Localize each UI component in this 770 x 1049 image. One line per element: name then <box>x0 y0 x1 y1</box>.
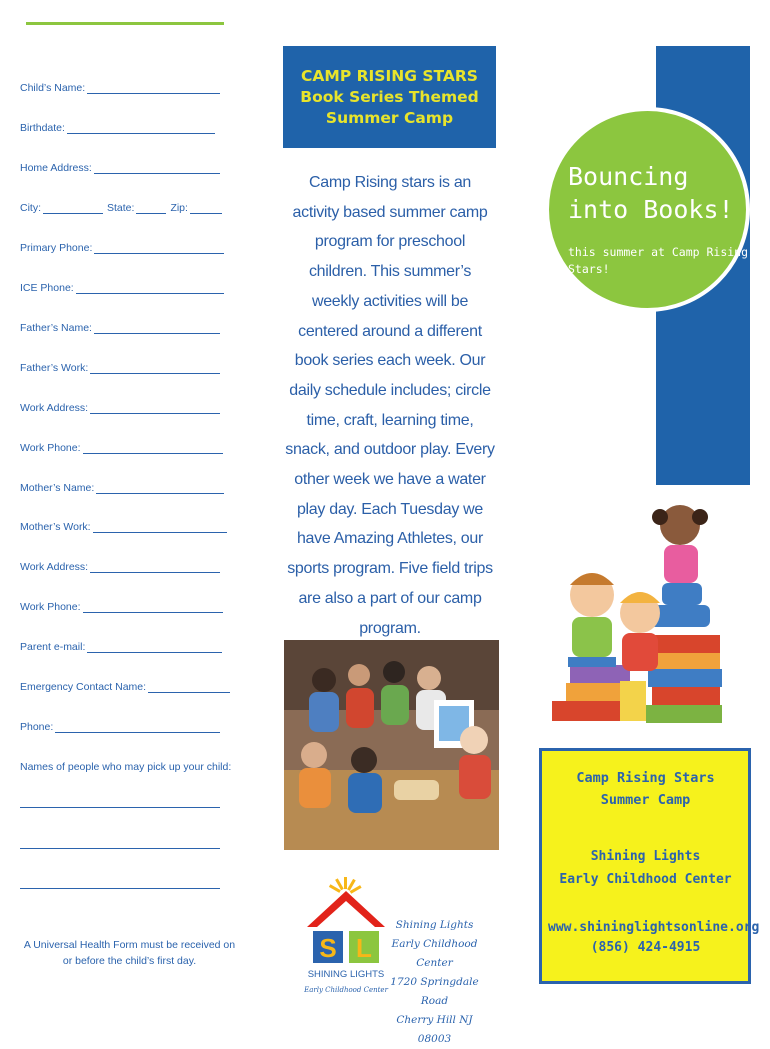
form-field-parent-email[interactable] <box>20 641 222 653</box>
field-label: Work Address: <box>20 561 89 573</box>
classroom-photo-illustration <box>284 640 499 850</box>
form-field-city-state-zip[interactable] <box>20 202 222 214</box>
field-line[interactable] <box>55 723 220 733</box>
pickup-line-1[interactable] <box>20 807 220 808</box>
bouncing-subtitle: this summer at Camp Rising Stars! <box>568 245 749 276</box>
form-field-work-phone[interactable] <box>20 442 223 454</box>
field-line[interactable] <box>148 683 230 693</box>
field-label: City: <box>20 202 41 214</box>
field-line[interactable] <box>94 244 224 254</box>
field-line[interactable] <box>76 284 224 294</box>
field-label: Work Phone: <box>20 442 81 454</box>
field-label: Names of people who may pick up your child: <box>20 761 232 773</box>
form-field-fathers-work[interactable] <box>20 362 220 374</box>
form-field-work-address[interactable] <box>20 402 220 414</box>
field-line[interactable] <box>90 404 220 414</box>
state-label: State: <box>107 202 135 214</box>
state-line[interactable] <box>136 204 166 214</box>
field-label: Mother’s Work: <box>20 521 91 533</box>
form-field-ice-phone[interactable] <box>20 282 224 294</box>
city-line[interactable] <box>43 204 103 214</box>
contact-details <box>548 918 760 958</box>
title-line-1: CAMP RISING STARS <box>301 66 478 85</box>
field-line[interactable] <box>96 484 224 494</box>
logo-tagline: Early Childhood Center <box>304 986 388 994</box>
children-circle-photo <box>284 640 499 850</box>
field-line[interactable] <box>83 603 223 613</box>
field-label: Home Address: <box>20 162 92 174</box>
logo-name: SHINING LIGHTS <box>307 969 385 980</box>
field-label: Father’s Work: <box>20 362 89 374</box>
field-line[interactable] <box>94 324 220 334</box>
form-field-emergency-contact[interactable] <box>20 681 230 693</box>
field-label: Phone: <box>20 721 54 733</box>
kids-clipart <box>550 485 750 725</box>
contact-box-center <box>548 845 743 891</box>
form-field-mothers-name[interactable] <box>20 482 224 494</box>
field-label: Child’s Name: <box>20 82 86 94</box>
field-line[interactable] <box>87 643 222 653</box>
top-green-rule <box>26 22 224 25</box>
field-line[interactable] <box>93 523 227 533</box>
address-line-2: Early Childhood Center <box>391 938 478 969</box>
form-field-pickup-names <box>20 761 231 773</box>
field-label: Parent e-mail: <box>20 641 86 653</box>
center-subname: Early Childhood Center <box>559 872 732 887</box>
field-label: Birthdate: <box>20 122 65 134</box>
pickup-line-2[interactable] <box>20 848 220 849</box>
contact-box-title: Camp Rising Stars Summer Camp <box>576 770 715 808</box>
field-line[interactable] <box>87 84 220 94</box>
pickup-line-3[interactable] <box>20 888 220 889</box>
form-field-work-phone-2[interactable] <box>20 601 223 613</box>
form-field-mothers-work[interactable] <box>20 521 227 533</box>
form-field-birthdate[interactable] <box>20 122 215 134</box>
field-line[interactable] <box>90 563 220 573</box>
form-field-home-address[interactable] <box>20 162 220 174</box>
health-form-note: A Universal Health Form must be received on or before the child’s first day. <box>23 939 236 967</box>
phone-number[interactable]: (856) 424-4915 <box>590 940 701 955</box>
center-name: Shining Lights <box>590 849 701 864</box>
title-line-3: Summer Camp <box>325 108 454 127</box>
website-link[interactable]: www.shininglightsonline.org <box>548 920 760 935</box>
camp-description: Camp Rising stars is an activity based summer camp program for preschool children. This summer’s weekly activities will be centered around a different book series each week. Our daily schedule includes; circle time, craft, learning time, snack, and outdoor play. Every other week we have a water play day. Each Tuesday we have Amazing Athletes, our sports program. Five field trips are also a part of our camp program. <box>285 174 495 637</box>
form-field-work-address-2[interactable] <box>20 561 220 573</box>
logo-letter-l: L <box>356 933 372 963</box>
zip-line[interactable] <box>190 204 222 214</box>
address-block <box>387 916 482 1049</box>
shining-lights-logo <box>305 875 387 997</box>
field-label: Mother’s Name: <box>20 482 95 494</box>
camp-title-box <box>283 46 496 148</box>
field-label: Work Address: <box>20 402 89 414</box>
form-field-primary-phone[interactable] <box>20 242 224 254</box>
bouncing-title: Bouncing into Books! <box>568 162 734 224</box>
form-field-childs-name[interactable] <box>20 82 220 94</box>
field-label: Work Phone: <box>20 601 81 613</box>
field-label: Emergency Contact Name: <box>20 681 147 693</box>
field-line[interactable] <box>67 124 215 134</box>
field-line[interactable] <box>90 364 220 374</box>
form-field-phone[interactable] <box>20 721 220 733</box>
title-line-2: Book Series Themed <box>300 87 479 106</box>
field-label: ICE Phone: <box>20 282 74 294</box>
field-line[interactable] <box>94 164 220 174</box>
field-line[interactable] <box>83 444 223 454</box>
field-label: Primary Phone: <box>20 242 93 254</box>
field-label: Father’s Name: <box>20 322 92 334</box>
kids-on-books-illustration <box>550 485 750 725</box>
address-line-1: Shining Lights <box>395 919 474 931</box>
logo-letter-s: S <box>319 933 337 963</box>
logo-mark <box>305 875 387 997</box>
address-line-4: Cherry Hill NJ 08003 <box>396 1014 473 1045</box>
form-field-fathers-name[interactable] <box>20 322 220 334</box>
zip-label: Zip: <box>170 202 188 214</box>
address-line-3: 1720 Springdale Road <box>390 976 479 1007</box>
